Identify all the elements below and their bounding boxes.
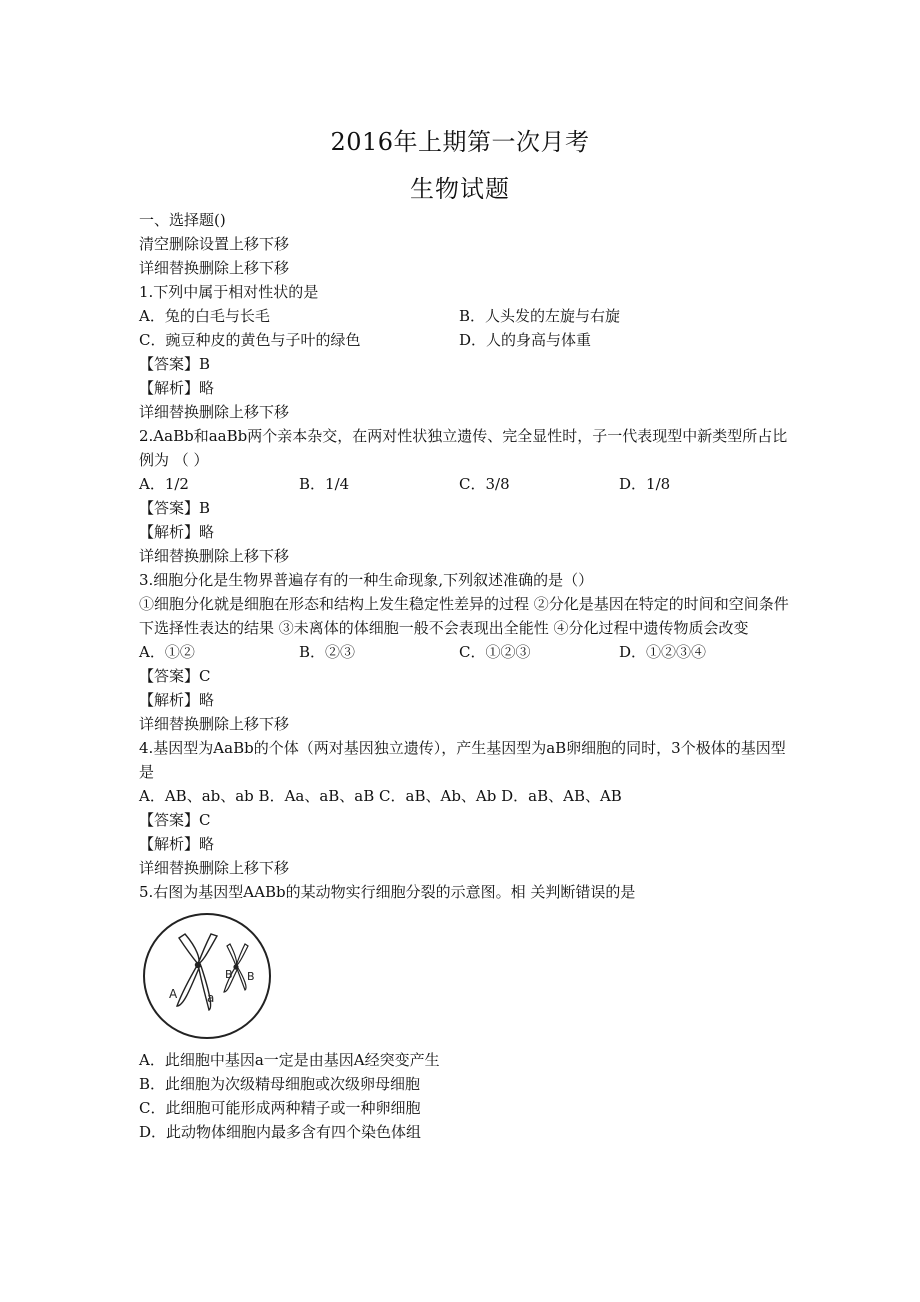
question-stem: 4.基因型为AaBb的个体（两对基因独立遗传），产生基因型为aB卵细胞的同时，3个极体的基因型是 (139, 739, 786, 781)
item-toolbar[interactable]: 详细替换删除上移下移 (139, 403, 290, 421)
exam-content (139, 208, 789, 1144)
option-c[interactable]: C．①②③ (459, 643, 531, 661)
analysis-value: 略 (199, 523, 215, 541)
option-row (139, 304, 789, 328)
analysis-label: 【解析】 (139, 835, 200, 853)
analysis-value: 略 (199, 835, 215, 853)
option-d[interactable]: D．人的身高与体重 (459, 331, 592, 349)
option-row (139, 640, 789, 664)
analysis-line (139, 688, 789, 712)
gene-label-B1: B (225, 968, 233, 981)
question-stem: 2.AaBb和aaBb两个亲本杂交，在两对性状独立遗传、完全显性时，子一代表现型中新类型所占比例为 （ ） (139, 427, 788, 469)
item-toolbar[interactable]: 详细替换删除上移下移 (139, 859, 290, 877)
page-title: 2016年上期第一次月考 (330, 128, 590, 156)
question-stem: 5.右图为基因型AABb的某动物实行细胞分裂的示意图。相 关判断错误的是 (139, 883, 636, 901)
option-c[interactable]: C．此细胞可能形成两种精子或一种卵细胞 (139, 1099, 421, 1117)
analysis-line (139, 376, 789, 400)
answer-value: C (199, 811, 211, 829)
analysis-label: 【解析】 (139, 691, 200, 709)
option-a[interactable]: A．兔的白毛与长毛 (139, 307, 270, 325)
option-d[interactable]: D．此动物体细胞内最多含有四个染色体组 (139, 1123, 422, 1141)
section-toolbar[interactable]: 清空删除设置上移下移 (139, 235, 290, 253)
option-b[interactable]: B．此细胞为次级精母细胞或次级卵母细胞 (139, 1075, 421, 1093)
answer-line (139, 664, 789, 688)
answer-value: C (199, 667, 211, 685)
option-a[interactable]: A．此细胞中基因a一定是由基因A经突变产生 (139, 1051, 440, 1069)
option-row[interactable]: A．AB、ab、ab B．Aa、aB、aB C．aB、Ab、Ab D．aB、AB、AB (139, 787, 622, 805)
gene-label-a: a (207, 991, 215, 1005)
answer-line (139, 352, 789, 376)
option-row (139, 472, 789, 496)
gene-label-B2: B (247, 970, 255, 983)
analysis-label: 【解析】 (139, 379, 200, 397)
analysis-line (139, 520, 789, 544)
answer-line (139, 496, 789, 520)
analysis-line (139, 832, 789, 856)
item-toolbar[interactable]: 详细替换删除上移下移 (139, 715, 290, 733)
answer-value: B (199, 499, 211, 517)
answer-line (139, 808, 789, 832)
option-b[interactable]: B．②③ (299, 643, 356, 661)
cell-division-figure (139, 910, 789, 1046)
gene-label-A: A (169, 987, 178, 1001)
item-toolbar[interactable]: 详细替换删除上移下移 (139, 547, 290, 565)
answer-label: 【答案】 (139, 499, 200, 517)
answer-value: B (199, 355, 211, 373)
cell-diagram (139, 910, 279, 1044)
option-a[interactable]: A．①② (139, 643, 195, 661)
option-b[interactable]: B．人头发的左旋与右旋 (459, 307, 621, 325)
analysis-value: 略 (199, 691, 215, 709)
question-stem: 1.下列中属于相对性状的是 (139, 283, 319, 301)
option-d[interactable]: D．1/8 (619, 475, 671, 493)
page-subtitle: 生物试题 (410, 175, 510, 203)
option-b[interactable]: B．1/4 (299, 475, 350, 493)
answer-label: 【答案】 (139, 667, 200, 685)
option-c[interactable]: C．3/8 (459, 475, 510, 493)
item-toolbar[interactable]: 详细替换删除上移下移 (139, 259, 290, 277)
answer-label: 【答案】 (139, 355, 200, 373)
answer-label: 【答案】 (139, 811, 200, 829)
option-a[interactable]: A．1/2 (139, 475, 189, 493)
question-stem: 3.细胞分化是生物界普遍存有的一种生命现象,下列叙述准确的是（） (139, 571, 594, 589)
section-heading: 一、选择题() (139, 211, 226, 229)
option-c[interactable]: C．豌豆种皮的黄色与子叶的绿色 (139, 331, 361, 349)
analysis-value: 略 (199, 379, 215, 397)
option-d[interactable]: D．①②③④ (619, 643, 707, 661)
question-detail: ①细胞分化就是细胞在形态和结构上发生稳定性差异的过程 ②分化是基因在特定的时间和空间条件下选择性表达的结果 ③未离体的体细胞一般不会表现出全能性 ④分化过程中遗传物质会改变 (139, 595, 789, 637)
option-row (139, 328, 789, 352)
analysis-label: 【解析】 (139, 523, 200, 541)
